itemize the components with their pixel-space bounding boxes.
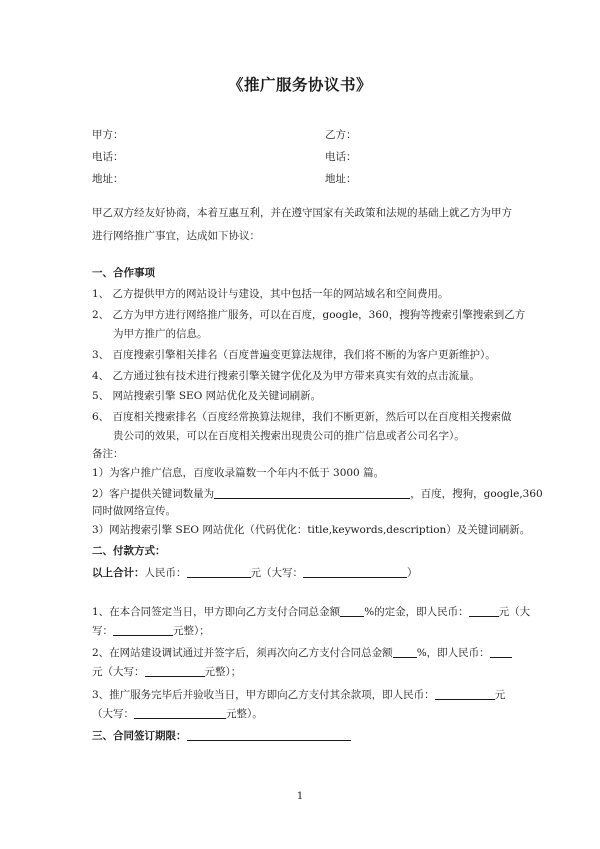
total-line [92,565,418,580]
clause-4: 4、 乙方通过独有技术进行搜索引擎关键字优化及为甲方带来真实有效的点击流量。 [92,370,481,382]
intro-line-2: 进行网络推广事宜，达成如下协议： [92,230,260,242]
total-yuan-label: 元（大写： [250,567,303,579]
clause-6: 6、 百度相关搜索排名（百度经常换算法规律，我们不断更新，然后可以在百度相关搜索做 [92,411,512,423]
party-a-label: 甲方： [92,129,124,141]
balance-amount-blank[interactable] [435,687,495,700]
total-amount-blank[interactable] [187,565,251,578]
document-title: 《推广服务协议书》 [227,75,372,94]
deposit-percent-blank[interactable] [340,604,364,617]
total-rmb-label: 人民币： [144,567,187,579]
payment-1-text-c: 元（大 [498,606,531,618]
payment-2-text-b: %，即人民币： [416,647,490,659]
section-3-line [92,728,351,743]
payment-1-line-1 [92,604,530,619]
keyword-count-blank[interactable] [214,486,410,499]
payment-2-text-c: 元（大写： [92,666,145,678]
payment-1-line-2 [92,623,210,638]
payment-2-line-2 [92,664,241,679]
address-b-label: 地址： [325,173,357,185]
clause-1: 1、 乙方提供甲方的网站设计与建设，其中包括一年的网站域名和空间费用。 [92,288,449,300]
section-2-heading: 二、付款方式： [92,545,166,557]
payment-3-line-1 [92,687,505,702]
payment-3-text-b: 元 [494,689,506,701]
contract-term-blank[interactable] [187,728,351,741]
note-3: 3）网站搜索引擎 SEO 网站优化（代码优化：title,keywords,description）及关键词刷新。 [92,524,531,536]
note-2-prefix: 2）客户提供关键词数量为 [92,488,215,500]
clause-6-continued: 贵公司的效果，可以在百度相关搜索出现贵公司的推广信息或者公司名字）。 [113,430,465,442]
payment-2-text-a: 2、在网站建设调试通过并签字后，须再次向乙方支付合同总金额 [92,647,393,659]
phone-a-label: 电话： [92,151,124,163]
clause-5: 5、 网站搜索引擎 SEO 网站优化及关键词刷新。 [92,390,322,402]
clause-3: 3、 百度搜索引擎相关排名（百度普遍变更算法规律，我们将不断的为客户更新维护）。 [92,349,496,361]
total-label: 以上合计： [92,567,145,579]
note-2-continued: 同时做网络宣传。 [92,505,176,517]
payment-2-text-d: 元整）； [204,666,242,678]
section-1-heading: 一、合作事项 [92,267,155,279]
page-number: 1 [296,791,304,802]
address-a-label: 地址： [92,173,124,185]
clause-2-continued: 为甲方推广的信息。 [113,328,208,340]
second-percent-blank[interactable] [393,645,417,658]
payment-1-text-e: 元整）； [173,625,210,637]
payment-1-text-b: %的定金，即人民币： [364,606,469,618]
clause-2: 2、 乙方为甲方进行网络推广服务，可以在百度，google，360，搜狗等搜索引擎搜索到乙方 [92,309,526,321]
deposit-amount-blank[interactable] [469,604,499,617]
section-3-heading: 三、合同签订期限： [92,730,187,742]
phone-b-label: 电话： [325,151,357,163]
total-close-paren: ） [407,567,418,579]
deposit-uppercase-blank[interactable] [113,623,173,636]
payment-3-text-d: 元整）。 [226,708,263,720]
payment-3-text-c: （大写： [92,708,134,720]
payment-1-text-a: 1、在本合同签定当日，甲方即向乙方支付合同总金额 [92,606,341,618]
party-b-label: 乙方： [325,129,357,141]
second-uppercase-blank[interactable] [145,664,205,677]
payment-2-line-1 [92,645,512,660]
intro-line-1: 甲乙双方经友好协商，本着互惠互利，并在遵守国家有关政策和法规的基础上就乙方为甲方 [92,207,512,219]
total-uppercase-blank[interactable] [303,565,407,578]
payment-3-text-a: 3、推广服务完毕后并验收当日，甲方即向乙方支付其余款项，即人民币： [92,689,435,701]
notes-label: 备注： [92,448,124,460]
note-2-suffix: ，百度，搜狗，google,360 [410,488,543,500]
note-1: 1）为客户推广信息，百度收录篇数一个年内不低于 3000 篇。 [92,467,385,479]
note-2 [92,486,543,501]
payment-3-line-2 [92,706,263,721]
balance-uppercase-blank[interactable] [134,706,226,719]
payment-1-text-d: 写： [92,625,113,637]
second-amount-blank[interactable] [490,645,512,658]
